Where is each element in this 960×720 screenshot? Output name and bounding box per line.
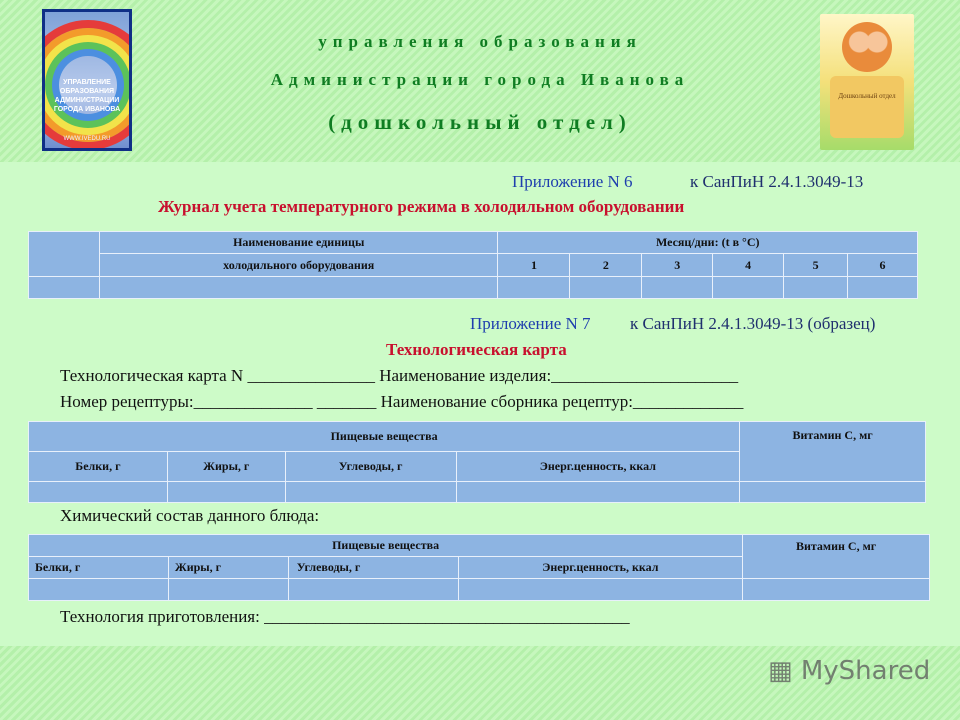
myshared-watermark <box>768 656 930 686</box>
header-line-2: Администрации города Иванова <box>270 70 690 89</box>
col-header: Углеводы, г <box>285 452 456 482</box>
header-line-1: управления образования <box>318 32 642 51</box>
day-header: 1 <box>498 254 570 277</box>
table-row <box>29 579 930 601</box>
temperature-journal-table <box>28 231 918 299</box>
nutrients-table-2 <box>28 534 930 601</box>
day-header: 3 <box>642 254 713 277</box>
chem-composition-label: Химический состав данного блюда: <box>60 506 320 525</box>
col-header: Жиры, г <box>167 452 285 482</box>
logo-scroll-text: Дошкольный отдел <box>830 76 904 138</box>
col-header: Белки, г <box>29 557 169 579</box>
col-header: Энерг.ценность, ккал <box>456 452 740 482</box>
header-line-3: (дошкольный отдел) <box>328 110 632 134</box>
presentation-icon: ▦ <box>768 656 793 686</box>
day-header: 4 <box>713 254 784 277</box>
appendix6-title: Журнал учета температурного режима в холодильном оборудовании <box>158 197 685 216</box>
col-header: Энерг.ценность, ккал <box>458 557 743 579</box>
day-header: 2 <box>570 254 642 277</box>
name-header-1: Наименование единицы <box>99 232 498 254</box>
col-header: Белки, г <box>29 452 168 482</box>
day-header: 6 <box>848 254 918 277</box>
appendix7-label: Приложение N 7 <box>470 314 591 333</box>
col-header: Углеводы, г <box>288 557 458 579</box>
tech-card-line-2: Номер рецептуры:______________ _______ Наименование сборника рецептур:_____________ <box>60 392 744 411</box>
tech-card-line-1: Технологическая карта N _______________ Наименование изделия:______________________ <box>60 366 739 385</box>
cooking-technology-label: Технология приготовления: ___________________________________________ <box>60 607 630 626</box>
nutrients-group-header: Пищевые вещества <box>29 422 740 452</box>
appendix7-ref: к СанПиН 2.4.1.3049-13 (образец) <box>630 314 876 333</box>
nutrients-group-header: Пищевые вещества <box>29 535 743 557</box>
table-row <box>29 277 918 299</box>
nutrients-table-1 <box>28 421 926 503</box>
appendix6-label: Приложение N 6 <box>512 172 633 191</box>
vitamin-header: Витамин С, мг <box>743 535 930 579</box>
month-header: Месяц/дни: (t в °C) <box>498 232 918 254</box>
logo-url: WWW.IVEDU.RU <box>63 136 111 142</box>
appendix6-ref: к СанПиН 2.4.1.3049-13 <box>690 172 864 191</box>
vitamin-header: Витамин С, мг <box>740 422 926 482</box>
col-header: Жиры, г <box>168 557 288 579</box>
appendix7-title: Технологическая карта <box>386 340 567 359</box>
name-header-2: холодильного оборудования <box>99 254 498 277</box>
logo-text: УПРАВЛЕНИЕ ОБРАЗОВАНИЯ АДМИНИСТРАЦИИ ГОРОДА ИВАНОВА <box>53 79 121 113</box>
table-row <box>29 482 926 503</box>
day-header: 5 <box>784 254 848 277</box>
watermark-text: MyShared <box>800 656 931 686</box>
